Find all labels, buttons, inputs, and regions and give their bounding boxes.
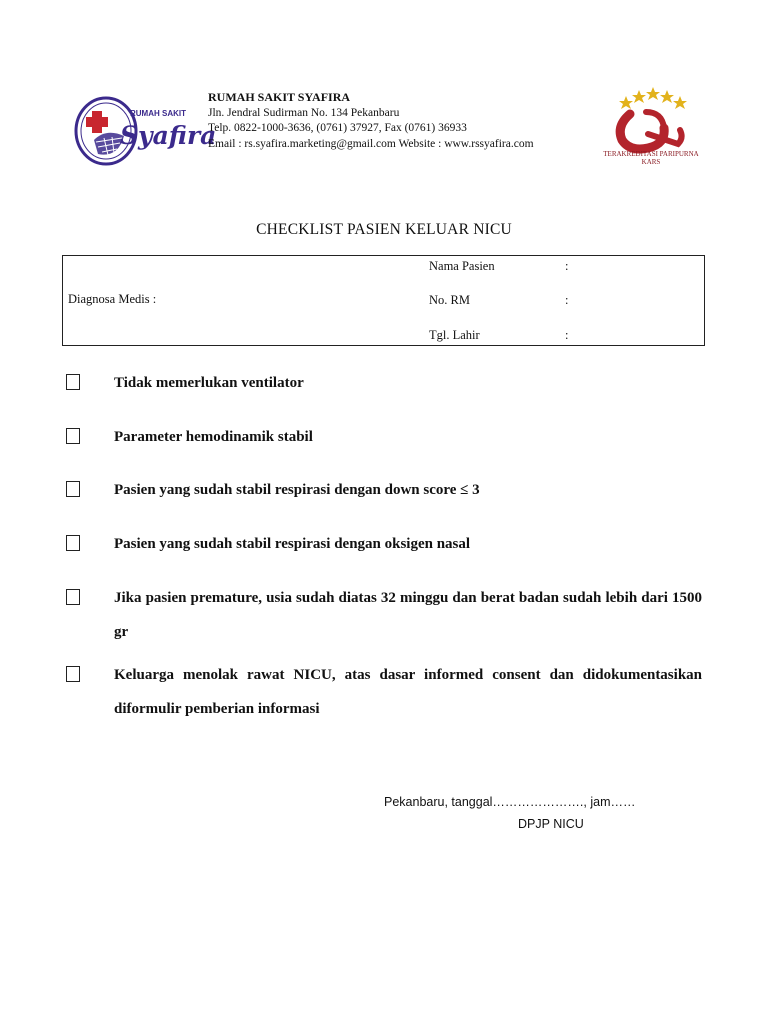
no-rm-colon: :	[565, 293, 569, 307]
checkbox[interactable]	[66, 666, 80, 682]
nama-pasien-colon: :	[565, 259, 569, 273]
checklist-item-text: Parameter hemodinamik stabil	[114, 429, 313, 445]
checkbox[interactable]	[66, 535, 80, 551]
kars-caption	[596, 150, 706, 166]
logo-small-text: RUMAH SAKIT	[130, 109, 186, 118]
accreditation-org: KARS	[641, 158, 661, 166]
place-date-line: Pekanbaru, tanggal…………………., jam……	[384, 795, 636, 809]
hospital-info	[208, 90, 534, 152]
patient-info-box	[62, 255, 705, 346]
checklist-item-text: Jika pasien premature, usia sudah diatas 32 minggu dan berat badan sudah lebih dari 1500 gr	[114, 590, 702, 640]
hospital-address: Jln. Jendral Sudirman No. 134 Pekanbaru	[208, 106, 400, 119]
checklist-item-text: Keluarga menolak rawat NICU, atas dasar informed consent dan didokumentasikan diformulir pemberian informasi	[114, 667, 702, 717]
no-rm-label: No. RM	[429, 293, 470, 307]
checkbox[interactable]	[66, 589, 80, 605]
diagnosa-label: Diagnosa Medis :	[68, 292, 157, 306]
dpjp-label: DPJP NICU	[518, 817, 584, 831]
checklist-item-text: Pasien yang sudah stabil respirasi dengan down score ≤ 3	[114, 482, 480, 498]
tgl-lahir-colon: :	[565, 328, 569, 342]
document-title: CHECKLIST PASIEN KELUAR NICU	[256, 221, 512, 238]
checkbox[interactable]	[66, 428, 80, 444]
hospital-logo	[70, 92, 217, 170]
hospital-name: RUMAH SAKIT SYAFIRA	[208, 90, 351, 104]
nama-pasien-label: Nama Pasien	[429, 259, 495, 273]
checklist-item-text: Tidak memerlukan ventilator	[114, 375, 304, 391]
checklist-item-text: Pasien yang sudah stabil respirasi dengan oksigen nasal	[114, 536, 471, 552]
checkbox[interactable]	[66, 481, 80, 497]
tgl-lahir-label: Tgl. Lahir	[429, 328, 480, 342]
hospital-email: Email : rs.syafira.marketing@gmail.com Website : www.rssyafira.com	[208, 137, 534, 150]
hospital-phone: Telp. 0822-1000-3636, (0761) 37927, Fax (0761) 36933	[208, 122, 467, 134]
checkbox[interactable]	[66, 374, 80, 390]
logo-script-text: Syafira	[120, 121, 217, 150]
accreditation-caption: TERAKREDITASI PARIPURNA	[603, 150, 699, 158]
